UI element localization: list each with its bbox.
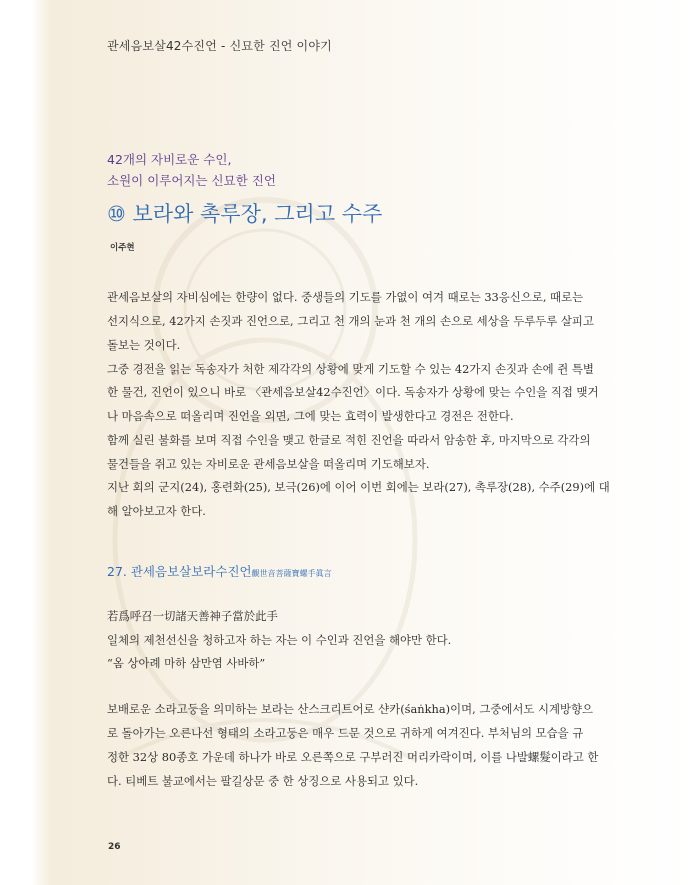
intro-line: 관세음보살의 자비심에는 한량이 없다. 중생들의 기도를 가엾이 여겨 때로는 33응신으로, 때로는: [107, 290, 584, 304]
explanation-line: 다. 티베트 불교에서는 팔길상문 중 한 상징으로 사용되고 있다.: [107, 774, 419, 788]
kicker-line-2: 소원이 이루어지는 신묘한 진언: [107, 173, 276, 188]
intro-line: 지난 회의 군지(24), 홍련화(25), 보극(26)에 이어 이번 회에는 보라(27), 촉루장(28), 수주(29)에 대: [107, 480, 610, 494]
explanation-line: 로 돌아가는 오른나선 형태의 소라고둥은 매우 드문 것으로 귀하게 여겨진다. 부처님의 모습을 규: [107, 726, 584, 740]
explanation-line: 보배로운 소라고둥을 의미하는 보라는 산스크리트어로 샨카(śaṅkha)이며, 그중에서도 시계방향으: [107, 702, 593, 716]
explanation-line: 정한 32상 80종호 가운데 하나가 바로 오른쪽으로 구부러진 머리카락이며, 이를 나발螺髮이라고 한: [107, 750, 599, 764]
intro-line: 함께 실린 불화를 보며 직접 수인을 맺고 한글로 적힌 진언을 따라서 암송한 후, 마지막으로 각각의: [107, 433, 591, 447]
intro-line: 해 알아보고자 한다.: [107, 504, 206, 518]
section-heading-text: 27. 관세음보살보라수진언: [107, 564, 252, 579]
page-number: 26: [108, 842, 121, 852]
intro-line: 한 물건, 진언이 있으니 바로 〈관세음보살42수진언〉이다. 독송자가 상황에 맞는 수인을 직접 맺거: [107, 385, 599, 399]
verse-line: 若爲呼召一切諸天善神子當於此手: [107, 609, 278, 623]
section-heading-hanja: 觀世音菩薩寶螺手眞言: [251, 569, 332, 578]
kicker-line-1: 42개의 자비로운 수인,: [107, 152, 232, 167]
running-header: 관세음보살42수진언 - 신묘한 진언 이야기: [107, 39, 332, 53]
intro-line: 그중 경전을 읽는 독송자가 처한 제각각의 상황에 맞게 기도할 수 있는 42가지 손짓과 손에 쥔 특별: [107, 362, 594, 376]
article-title: ⑩ 보라와 촉루장, 그리고 수주: [107, 202, 383, 226]
intro-line: 선지식으로, 42가지 손짓과 진언으로, 그리고 천 개의 눈과 천 개의 손으로 세상을 두루두루 살피고: [107, 314, 594, 328]
intro-line: 물건들을 쥐고 있는 자비로운 관세음보살을 떠올리며 기도해보자.: [107, 457, 430, 471]
section-heading: [107, 562, 332, 580]
verse-line: 일체의 제천선신을 청하고자 하는 자는 이 수인과 진언을 해야만 한다.: [107, 633, 452, 647]
intro-line: 나 마음속으로 떠올리며 진언을 외면, 그에 맞는 효력이 발생한다고 경전은 전한다.: [107, 409, 514, 423]
author-name: 이주현: [110, 243, 135, 253]
mantra-line: “옴 상아례 마하 삼만염 사바하”: [107, 656, 266, 670]
intro-line: 돌보는 것이다.: [107, 338, 181, 352]
page-margin-band: [0, 0, 52, 885]
